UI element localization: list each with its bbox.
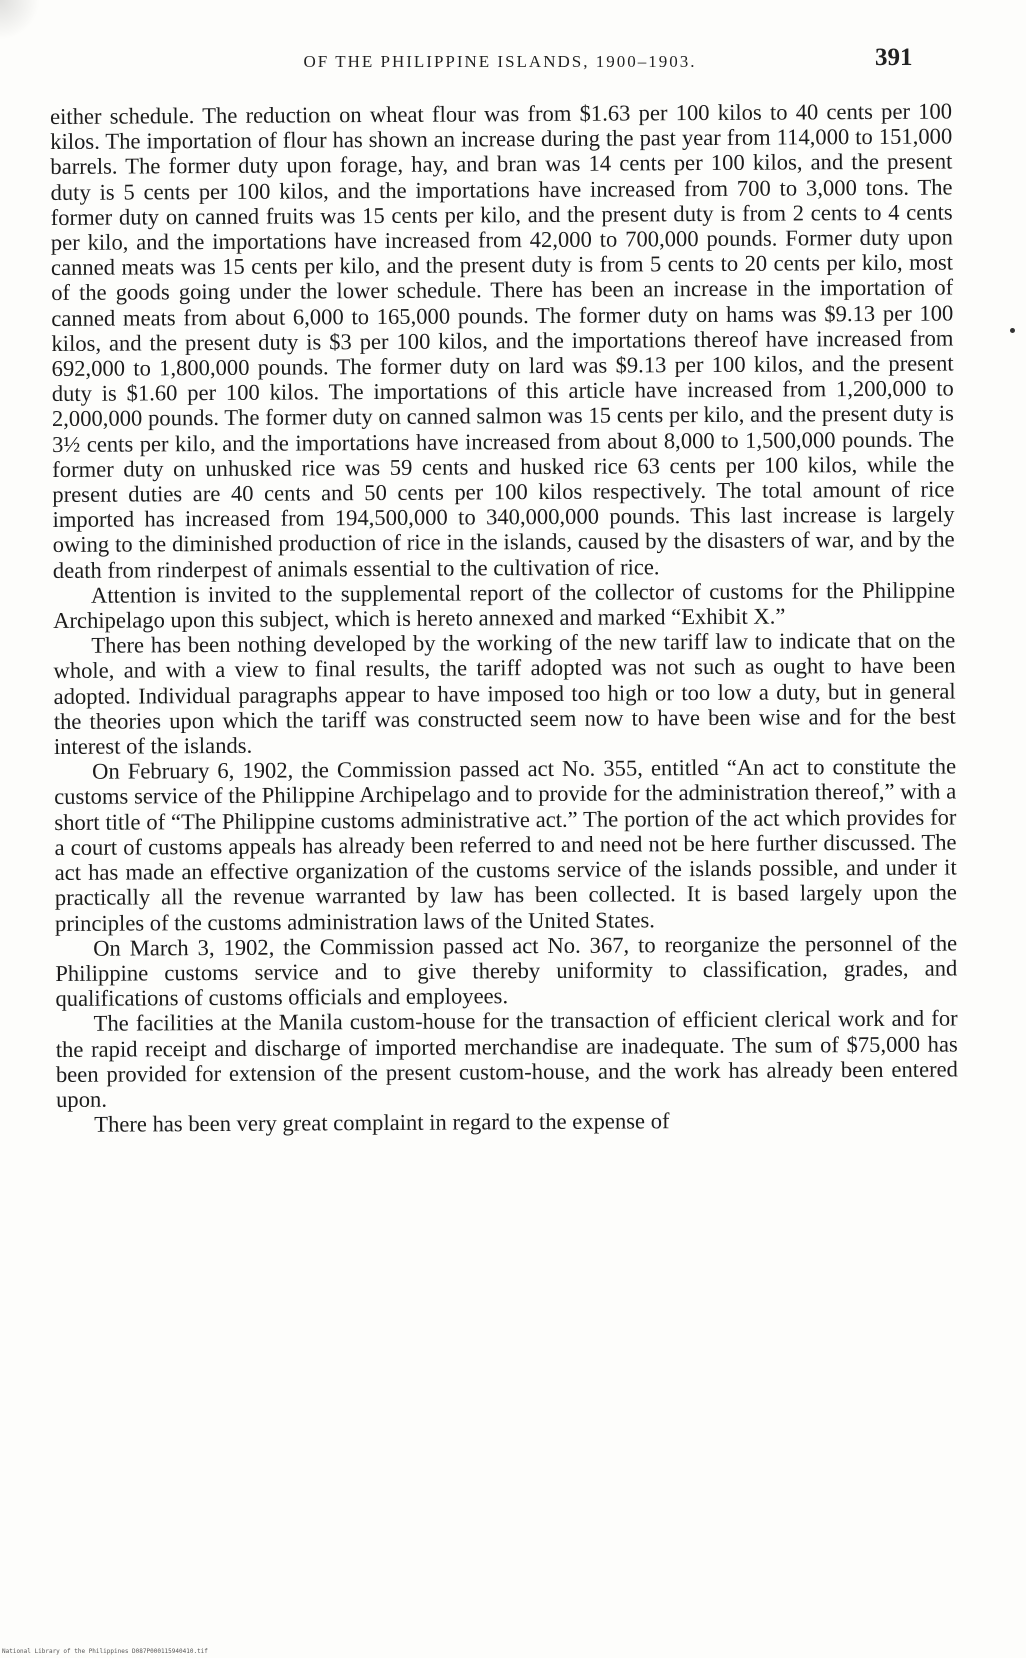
paragraph: On March 3, 1902, the Commission passed act No. 367, to reorganize the personnel of the Philippine customs service and to give thereby uniformity to classification, grades, and qualifications of customs officials and employees. (55, 930, 958, 1012)
page-number: 391 (875, 44, 913, 71)
margin-speck (1010, 328, 1015, 333)
paragraph: Attention is invited to the supplemental report of the collector of customs for the Philippine Archipelago upon this subject, which is hereto annexed and marked “Exhibit X.” (53, 577, 956, 634)
paragraph: There has been nothing developed by the working of the new tariff law to indicate that on the whole, and with a view to final results, the tariff adopted was not such as ought to have been adopted. Individual paragraphs appear to have imposed too high or too low a duty, but in general the theories upon which the tariff was constructed seem now to have been wise and for the best interest of the islands. (53, 627, 956, 760)
scan-edge-shadow (0, 0, 40, 40)
paragraph: There has been very great complaint in regard to the expense of (94, 1108, 670, 1137)
paragraph: On February 6, 1902, the Commission passed act No. 355, entitled “An act to constitute the customs service of the Philippine Archipelago and to provide for the administration thereof,” with a short title of “The Philippine customs administrative act.” The portion of the act which provides for a court of customs appeals has already been referred to and need not be here further discussed. The act has made an effective organization of the customs service of the islands possible, and under it practically all the revenue warranted by law has been collected. It is based largely upon the principles of the customs administration laws of the United States. (54, 753, 957, 936)
running-title: OF THE PHILIPPINE ISLANDS, 1900–1903. (303, 52, 697, 71)
body-text (50, 98, 958, 1137)
scan-footer: National Library of the Philippines D087P000115940410.tif (2, 1648, 208, 1655)
paragraph: The facilities at the Manila custom-house for the transaction of efficient clerical work and for the rapid receipt and discharge of imported merchandise are inadequate. The sum of $75,000 has been provided for extension of the present custom-house, and the work has already been entered upon. (55, 1005, 958, 1112)
paragraph: either schedule. The reduction on wheat flour was from $1.63 per 100 kilos to 40 cents per 100 kilos. The importation of flour has shown an increase during the past year from 114,000 to 151,000 barrels. The former duty upon forage, hay, and bran was 14 cents per 100 kilos, and the present duty is 5 cents per 100 kilos, and the importations have increased from 700 to 3,000 tons. The former duty on canned fruits was 15 cents per kilo, and the present duty is from 2 cents to 4 cents per kilo, and the importations have increased from 42,000 to 700,000 pounds. Former duty upon canned meats was 15 cents per kilo, and the present duty is from 5 cents to 20 cents per kilo, most of the goods going under the lower schedule. There has been an increase in the importation of canned meats from about 6,000 to 165,000 pounds. The former duty on hams was $9.13 per 100 kilos, and the present duty is $3 per 100 kilos, and the importations thereof have increased from 692,000 to 1,800,000 pounds. The former duty on lard was $9.13 per 100 kilos, and the present duty is $1.60 per 100 kilos. The importations of this article have increased from 1,200,000 to 2,000,000 pounds. The former duty on canned salmon was 15 cents per kilo, and the present duty is 3½ cents per kilo, and the importations have increased from about 8,000 to 1,500,000 pounds. The former duty on unhusked rice was 59 cents and husked rice 63 cents per 100 kilos, while the present duties are 40 cents and 50 cents per 100 kilos respectively. The total amount of rice imported has increased from 194,500,000 to 340,000,000 pounds. This last increase is largely owing to the diminished production of rice in the islands, caused by the disasters of war, and by the death from rinderpest of animals essential to the cultivation of rice. (50, 98, 955, 583)
